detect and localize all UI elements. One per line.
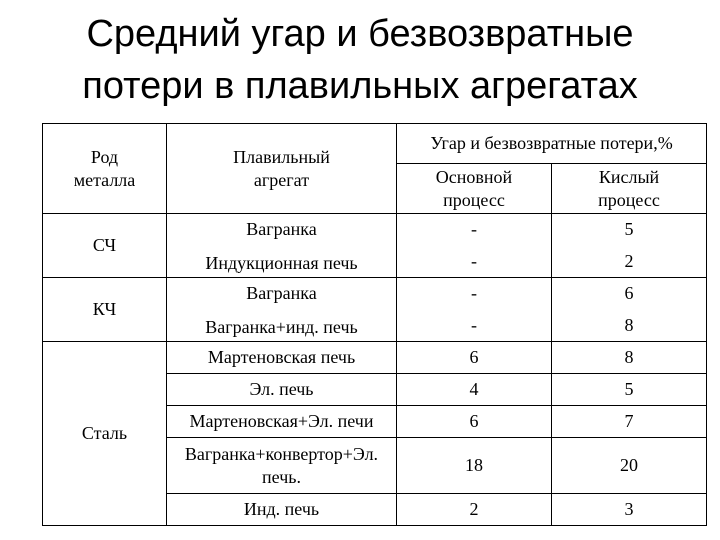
group-label-kch: КЧ [43, 278, 167, 342]
unit-cell: Мартеновская+Эл. печи [167, 406, 397, 438]
header-metal-type-line-2: металла [73, 169, 136, 190]
group-label-sch: СЧ [43, 214, 167, 278]
unit-cell: Вагранка [167, 214, 397, 246]
header-basic-process-line-1: Основной [435, 166, 513, 187]
unit-cell-line-2: печь. [262, 466, 301, 487]
basic-value-cell: 6 [397, 406, 552, 438]
basic-value-cell: 6 [397, 342, 552, 374]
header-melting-unit-line-2: агрегат [253, 169, 310, 190]
basic-value-cell: - [397, 278, 552, 310]
acid-value-cell: 5 [552, 374, 707, 406]
slide-title [0, 8, 720, 112]
header-acid-process [552, 164, 707, 214]
slide-title-line-2: потери в плавильных агрегатах [82, 65, 638, 107]
basic-value-cell: 2 [397, 494, 552, 526]
acid-value-cell: 6 [552, 278, 707, 310]
group-label-steel: Сталь [43, 342, 167, 526]
slide-title-line-1: Средний угар и безвозвратные [86, 13, 634, 55]
unit-cell: Эл. печь [167, 374, 397, 406]
basic-value-cell: 18 [397, 438, 552, 494]
table-row [43, 278, 707, 310]
unit-cell-line-1: Вагранка+конвертор+Эл. [184, 443, 379, 464]
header-melting-unit-line-1: Плавильный [233, 146, 330, 167]
header-melting-unit [167, 124, 397, 214]
header-metal-type [43, 124, 167, 214]
acid-value-cell: 20 [552, 438, 707, 494]
unit-cell: Мартеновская печь [167, 342, 397, 374]
basic-value-cell: - [397, 214, 552, 246]
table-row [43, 342, 707, 374]
acid-value-cell: 8 [552, 310, 707, 342]
acid-value-cell: 7 [552, 406, 707, 438]
unit-cell: Индукционная печь [167, 246, 397, 278]
header-losses: Угар и безвозвратные потери,% [397, 124, 707, 164]
header-acid-process-line-2: процесс [598, 189, 660, 210]
unit-cell: Вагранка [167, 278, 397, 310]
basic-value-cell: 4 [397, 374, 552, 406]
header-basic-process [397, 164, 552, 214]
losses-table [42, 123, 707, 526]
basic-value-cell: - [397, 310, 552, 342]
acid-value-cell: 2 [552, 246, 707, 278]
header-metal-type-line-1: Род [90, 146, 119, 167]
basic-value-cell: - [397, 246, 552, 278]
unit-cell: Вагранка+инд. печь [167, 310, 397, 342]
acid-value-cell: 3 [552, 494, 707, 526]
header-basic-process-line-2: процесс [443, 189, 505, 210]
unit-cell [167, 438, 397, 494]
table-row [43, 214, 707, 246]
acid-value-cell: 8 [552, 342, 707, 374]
header-row-1 [43, 124, 707, 164]
unit-cell: Инд. печь [167, 494, 397, 526]
header-acid-process-line-1: Кислый [598, 166, 660, 187]
acid-value-cell: 5 [552, 214, 707, 246]
